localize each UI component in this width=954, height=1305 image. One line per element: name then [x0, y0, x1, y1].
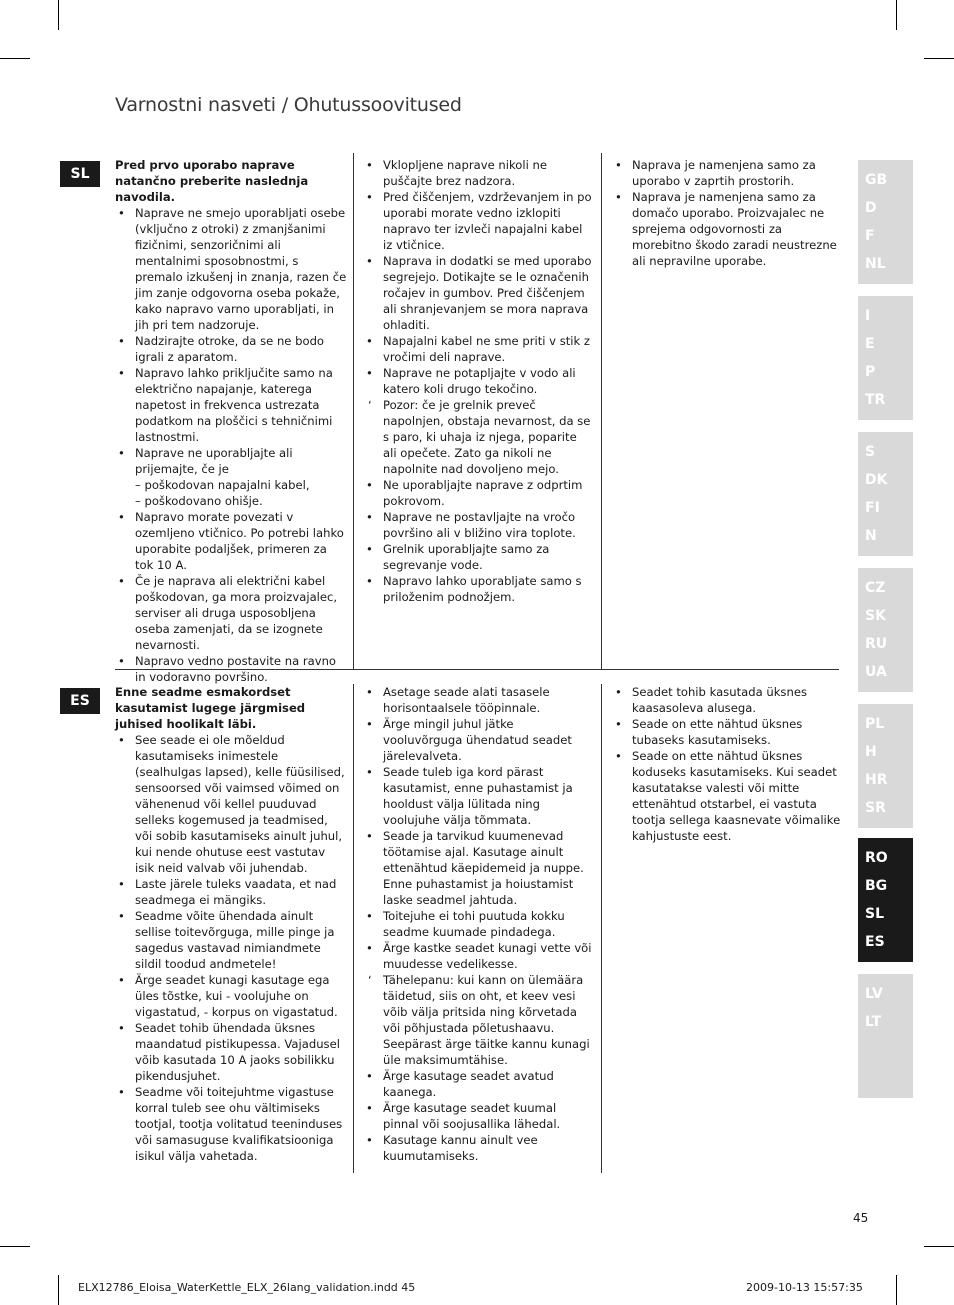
list-item: • Naprava in dodatki se med uporabo segrejejo. Dotikajte se le označenih ročajev in gumbov. Pred čiščenjem ali shranjevanjem se mora naprava ohladiti. [363, 253, 593, 333]
section-divider [115, 669, 839, 670]
crop-mark [896, 0, 897, 30]
list-item: • Seade on ette nähtud üksnes koduseks kasutamiseks. Kui seadet kasutatakse valesti või mitte ettenähtud otstarbel, ei vastuta tootja sellega kaasnevate võimalike kahjustuste eest. [612, 748, 844, 844]
page-number: 45 [853, 1211, 869, 1225]
list-item: • Pred čiščenjem, vzdrževanjem in po uporabi morate vedno izklopiti napravo ter izvleči napajalni kabel iz vtičnice. [363, 189, 593, 253]
list-item: • Ärge kastke seadet kunagi vette või muudesse vedelikesse. [363, 940, 593, 972]
list-item: • Ne uporabljajte naprave z odprtim pokrovom. [363, 477, 593, 509]
language-code-ua: UA [865, 664, 887, 680]
column-divider [601, 684, 602, 1173]
sl-bullet-list [363, 157, 593, 605]
list-item: • Seadme võite ühendada ainult sellise toitevõrguga, mille pinge ja sagedus vastavad nimiandmete sildil toodud andmetele! [115, 908, 347, 972]
crop-mark [0, 58, 30, 59]
list-item: • Naprava je namenjena samo za domačo uporabo. Proizvajalec ne sprejema odgovornosti za morebitno škodo zaradi neustrezne ali nepravilne uporabe. [612, 189, 844, 269]
page-title: Varnostni nasveti / Ohutussoovitused [115, 94, 462, 116]
list-item: • Naprava je namenjena samo za uporabo v zaprtih prostorih. [612, 157, 844, 189]
list-item: • Vklopljene naprave nikoli ne puščajte brez nadzora. [363, 157, 593, 189]
list-item: • Seadet tohib kasutada üksnes kaasasoleva alusega. [612, 684, 844, 716]
language-group [858, 838, 913, 962]
language-code-cz: CZ [865, 580, 886, 596]
language-code-es: ES [865, 934, 885, 950]
es-column-3 [612, 684, 844, 844]
list-item: • Nadzirajte otroke, da se ne bodo igrali z aparatom. [115, 333, 347, 365]
sl-column-2 [363, 157, 593, 605]
language-code-dk: DK [865, 472, 888, 488]
list-item: • Ärge mingil juhul jätke vooluvõrguga ühendatud seadet järelevalveta. [363, 716, 593, 764]
sl-bullet-list [612, 157, 844, 269]
list-item: • Napravo lahko uporabljate samo s priloženim podnožjem. [363, 573, 593, 605]
es-bullet-list [612, 684, 844, 844]
language-code-fi: FI [865, 500, 880, 516]
list-item: • Napravo vedno postavite na ravno in vodoravno površino. [115, 653, 347, 685]
crop-mark [924, 58, 954, 59]
language-code-s: S [865, 444, 876, 460]
crop-mark [58, 1275, 59, 1305]
language-code-sr: SR [865, 800, 886, 816]
sl-bullet-list [115, 205, 347, 685]
language-code-h: H [865, 744, 877, 760]
language-code-gb: GB [865, 172, 888, 188]
sl-column-3 [612, 157, 844, 269]
list-item: • Ärge seadet kunagi kasutage ega üles tõstke, kui - voolujuhe on vigastatud, - korpus on vigastatud. [115, 972, 347, 1020]
list-item: • Asetage seade alati tasasele horisontaalsele tööpinnale. [363, 684, 593, 716]
language-code-nl: NL [865, 256, 886, 272]
crop-mark [896, 1275, 897, 1305]
language-code-lv: LV [865, 986, 883, 1002]
language-code-lt: LT [865, 1014, 882, 1030]
list-item: • See seade ei ole mõeldud kasutamiseks inimestele (sealhulgas lapsed), kelle füüsilised, sensoorsed või vaimsed võimed on vähenenud või kellel puuduvad selleks kogemused ja teadmised, või sobib kasutamiseks ainult juhul, kui nende ohutuse eest vastutav isik neid valvab või juhendab. [115, 732, 347, 876]
list-item: • Napravo morate povezati v ozemljeno vtičnico. Po potrebi lahko uporabite podaljšek, primeren za tok 10 A. [115, 509, 347, 573]
language-code-pl: PL [865, 716, 885, 732]
column-divider [601, 153, 602, 669]
list-item: • Laste järele tuleks vaadata, et nad seadmega ei mängiks. [115, 876, 347, 908]
language-code-n: N [865, 528, 877, 544]
list-item: • Naprave ne postavljajte na vročo površino ali v bližino vira toplote. [363, 509, 593, 541]
language-code-sk: SK [865, 608, 886, 624]
language-group [858, 974, 913, 1098]
list-item: • Napravo lahko priključite samo na električno napajanje, katerega napetost in frekvenca ustrezata podatkom na ploščici s tehničnimi lastnostmi. [115, 365, 347, 445]
language-group [858, 296, 913, 420]
warning-item: ʻ Tähelepanu: kui kann on ülemäära täidetud, siis on oht, et keev vesi võib välja pritsida ning kõrvetada või põhjustada põletushaavu. Seepärast ärge täitke kannu kunagi üle maksimumtähise. [363, 972, 593, 1068]
language-code-p: P [865, 364, 876, 380]
list-item: • Naprave ne smejo uporabljati osebe (vključno z otroki) z zmanjšanimi fizičnimi, senzoričnimi ali mentalnimi sposobnostmi, s premalo izkušenj in znanja, razen če jim zanje odgovorna oseba pokaže, kako napravo varno uporabljati, in jih pri tem nadzoruje. [115, 205, 347, 333]
warning-item: ʻ Pozor: če je grelnik preveč napolnjen, obstaja nevarnost, da se s paro, ki uhaja iz njega, poparite ali opečete. Zato ga nikoli ne napolnite nad dovoljeno mejo. [363, 397, 593, 477]
language-code-ro: RO [865, 850, 888, 866]
language-badge-sl: SL [60, 161, 100, 187]
list-item: • Če je naprava ali električni kabel poškodovan, ga mora proizvajalec, serviser ali druga usposobljena oseba zamenjati, da se izognete nevarnosti. [115, 573, 347, 653]
list-item: • Naprave ne potapljajte v vodo ali katero koli drugo tekočino. [363, 365, 593, 397]
list-item: • Seadme või toitejuhtme vigastuse korral tuleb see ohu vältimiseks tootjal, tootja volitatud teeninduses või samasuguse kvalifikatsiooniga isikul välja vahetada. [115, 1084, 347, 1164]
list-item: • Seade ja tarvikud kuumenevad töötamise ajal. Kasutage ainult ettenähtud käepidemeid ja nuppe. Enne puhastamist ja hoiustamist laske seadmel jahtuda. [363, 828, 593, 908]
es-bullet-list [363, 684, 593, 1164]
crop-mark [0, 1246, 30, 1247]
language-badge-es: ES [60, 688, 100, 714]
sl-intro: Pred prvo uporabo naprave natančno preberite naslednja navodila. [115, 158, 309, 204]
list-item: • Seade on ette nähtud üksnes tubaseks kasutamiseks. [612, 716, 844, 748]
column-divider [353, 153, 354, 669]
list-item: • Napajalni kabel ne sme priti v stik z vročimi deli naprave. [363, 333, 593, 365]
language-group [858, 432, 913, 556]
column-divider [353, 684, 354, 1173]
list-item: • Toitejuhe ei tohi puutuda kokku seadme kuumade pindadega. [363, 908, 593, 940]
es-column-2 [363, 684, 593, 1164]
es-column-1 [115, 684, 347, 1164]
language-code-e: E [865, 336, 875, 352]
list-item: • Seade tuleb iga kord pärast kasutamist, enne puhastamist ja hooldust välja lülitada ning voolujuhe välja tõmmata. [363, 764, 593, 828]
language-code-sl: SL [865, 906, 885, 922]
crop-mark [924, 1246, 954, 1247]
sl-column-1 [115, 157, 347, 685]
es-intro: Enne seadme esmakordset kasutamist lugege järgmised juhised hoolikalt läbi. [115, 685, 306, 731]
list-item: • Grelnik uporabljajte samo za segrevanje vode. [363, 541, 593, 573]
list-item: • Ärge kasutage seadet kuumal pinnal või soojusallika lähedal. [363, 1100, 593, 1132]
es-bullet-list [115, 732, 347, 1164]
language-group [858, 568, 913, 692]
footer-filename: ELX12786_Eloisa_WaterKettle_ELX_26lang_validation.indd 45 [78, 1281, 416, 1294]
language-code-i: I [865, 308, 871, 324]
list-item: • Seadet tohib ühendada üksnes maandatud pistikupessa. Vajadusel võib kasutada 10 A jaoks sobilikku pikendusjuhet. [115, 1020, 347, 1084]
language-code-f: F [865, 228, 875, 244]
list-item: • Kasutage kannu ainult vee kuumutamiseks. [363, 1132, 593, 1164]
language-code-bg: BG [865, 878, 888, 894]
list-item: • Naprave ne uporabljajte ali prijemajte, če je – poškodovan napajalni kabel, – poškodovano ohišje. [115, 445, 347, 509]
list-item: • Ärge kasutage seadet avatud kaanega. [363, 1068, 593, 1100]
language-code-tr: TR [865, 392, 886, 408]
language-group [858, 160, 913, 284]
language-group [858, 704, 913, 828]
language-code-d: D [865, 200, 877, 216]
language-code-hr: HR [865, 772, 888, 788]
footer-datetime: 2009-10-13 15:57:35 [746, 1281, 863, 1294]
crop-mark [58, 0, 59, 30]
language-code-ru: RU [865, 636, 888, 652]
